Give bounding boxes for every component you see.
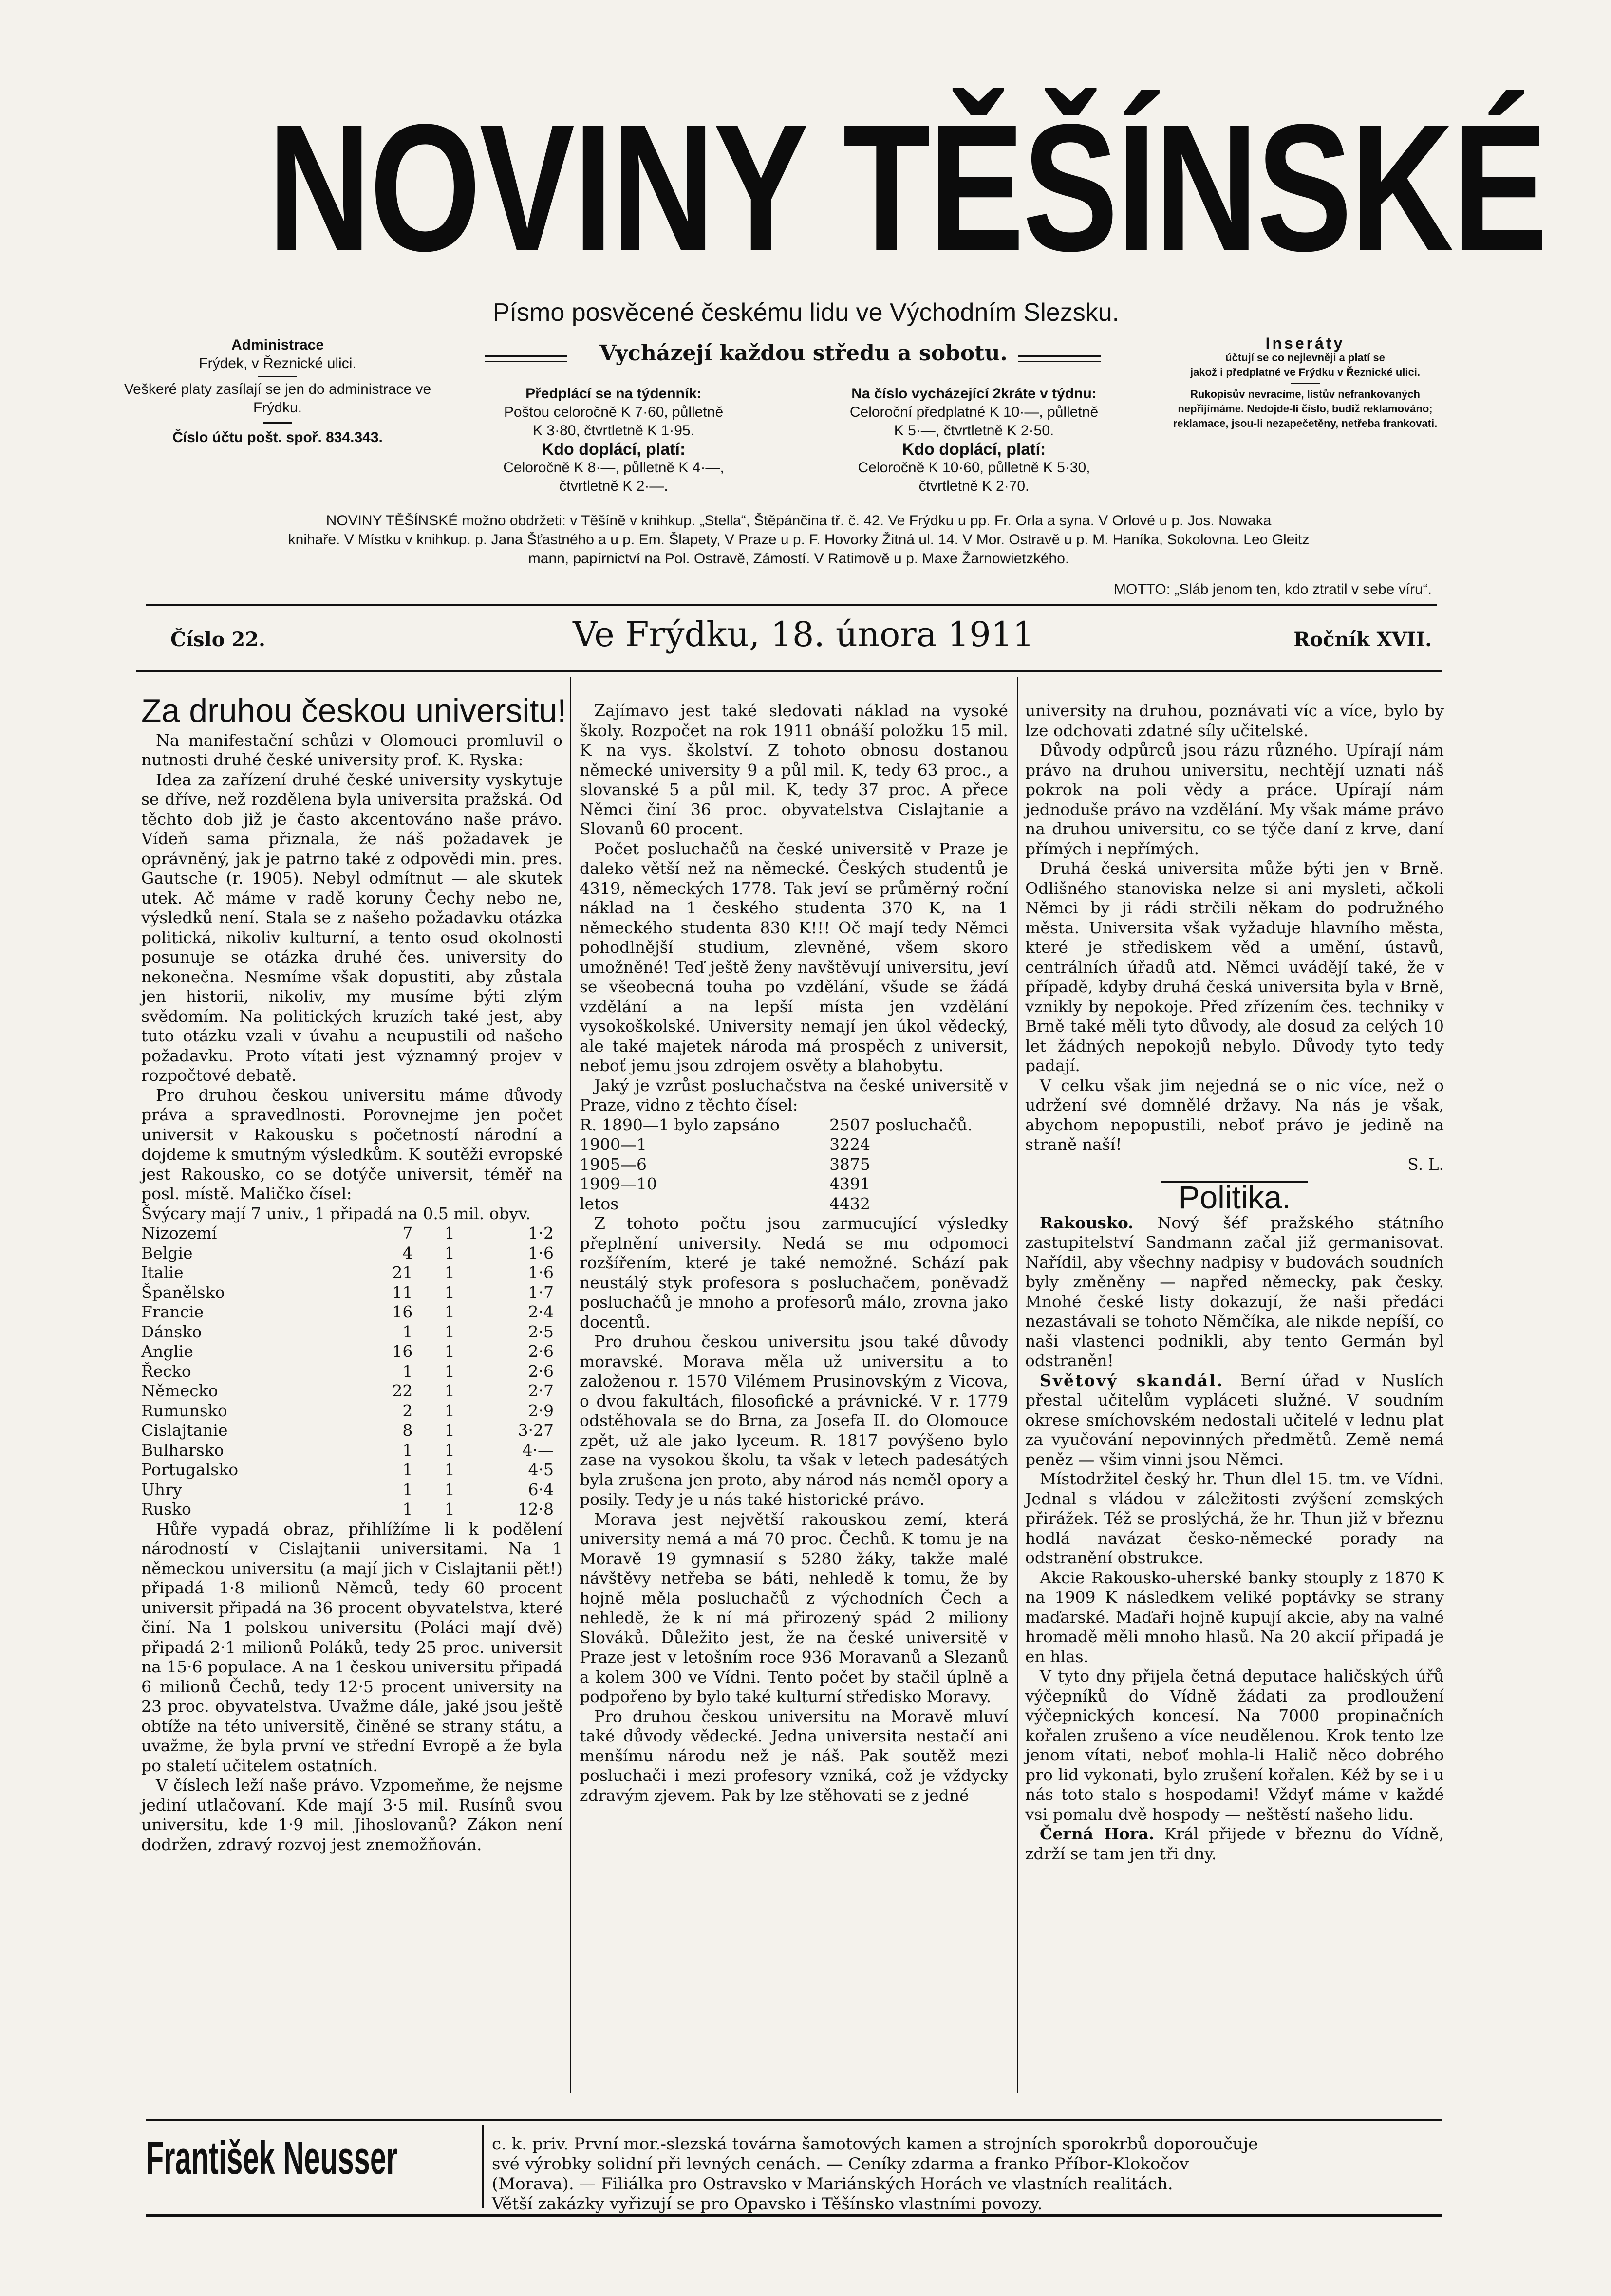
table-cell-country: Rumunsko bbox=[141, 1401, 227, 1420]
table-cell-u: 2 bbox=[402, 1401, 413, 1420]
table-cell-mil: 2·9 bbox=[528, 1401, 554, 1420]
article-paragraph: Jaký je vzrůst posluchačstva na české universitě v Praze, vidno z těchto čísel: bbox=[580, 1075, 1008, 1114]
table-cell-u: 21 bbox=[392, 1263, 413, 1282]
table-cell-country: Řecko bbox=[141, 1361, 191, 1381]
table-cell-country: Dánsko bbox=[141, 1322, 202, 1341]
issue-number: Číslo 22. bbox=[170, 628, 265, 651]
twice-heading: Na číslo vycházející 2kráte v týdnu: bbox=[851, 386, 1097, 402]
politika-headline: Politika. bbox=[1178, 1179, 1291, 1215]
table-cell-mil: 4·5 bbox=[528, 1460, 554, 1479]
article-paragraph: Morava jest největší rakouskou zemí, která university nemá a má 70 proc. Čechů. K tomu je na Moravě 19 gymnasií s 5280 žáky, takže malé návštěvy netřeba se báti, nehledě k tomu, že by hojně měla posluchačů z východních Čech a nehledě, že k ní má přirozený spád 2 miliony Slováků. Důležito jest, že na české universitě v Praze jest v letošním roce 936 Moravanů a Slezanů a kolem 300 ve Vídni. Tento počet by stačil úplně a podpořeno by bylo také kulturní středisko Moravy. bbox=[580, 1509, 1008, 1706]
advert-line2: své výrobky solidní při levných cenách. — Ceníky zdarma a franko Příbor-Klokočov bbox=[492, 2154, 1189, 2174]
article-paragraph: Zajímavo jest také sledovati náklad na vysoké školy. Rozpočet na rok 1911 obnáší položku 15 mil. K na vys. školství. Z tohoto obnosu dostanou německé university 9 a půl mil. K, tedy 63 proc., a slovanské 5 a půl mil. K, tedy 37 proc. A přece Němci činí 36 proc. obyvatelstva Cislajtanie a Slovanů 60 procent. bbox=[580, 701, 1008, 838]
rule-right bbox=[1018, 355, 1101, 362]
advert-text bbox=[492, 2134, 1437, 2214]
politika-paragraph bbox=[1025, 1371, 1444, 1470]
table-cell-u: 7 bbox=[402, 1223, 413, 1242]
table-cell-one: 1 bbox=[444, 1421, 455, 1440]
table-cell-country: Francie bbox=[141, 1302, 204, 1321]
distribution-line1: NOVINY TĚŠÍNSKÉ možno obdržeti: v Těšíně v knihkup. „Stella“, Štěpánčina tř. č. 42. Ve Frýdku u pp. Fr. Orla a syna. V Orlové u p. Jos. Nowaka bbox=[326, 513, 1272, 529]
table-cell-country: Bulharsko bbox=[141, 1440, 224, 1460]
table-row bbox=[580, 1155, 1008, 1175]
distribution-line3: mann, papírnictví na Pol. Ostravě, Zámostí. V Ratimově u p. Maxe Žarnowietzkého. bbox=[528, 551, 1069, 567]
table-cell-u: 1 bbox=[402, 1500, 413, 1518]
table-cell-one: 1 bbox=[444, 1322, 455, 1341]
table-cell-country: Belgie bbox=[141, 1243, 193, 1262]
article-paragraph: Počet posluchačů na české universitě v Praze je daleko větší než na německé. Českých studentů je 4319, německých 1778. Tak jeví se průměrný roční náklad na 1 českého studenta 370 K, na 1 německého studenta 830 K!!! Oč mají tedy Němci pohodlnější studium, zlevněné, všem skoro umožněné! Teď ještě ženy navštěvují universitu, jeví se všeobecná touha po vzdělání, všude se žádá vzdělání a na lepší místa jen vzdělání vysokoškolské. University nemají jen úkol vědecký, ale také majetek národa má prospěch z universit, neboť jemu jsou zdrojem osvěty a blahobytu. bbox=[580, 839, 1008, 1075]
table-row bbox=[141, 1401, 562, 1421]
growth-value: 4391 bbox=[829, 1174, 871, 1193]
table-cell-one: 1 bbox=[444, 1342, 455, 1361]
masthead-title: NOVINY TĚŠÍNSKÉ bbox=[267, 86, 1547, 289]
table-cell-u: 22 bbox=[392, 1381, 413, 1400]
administration-heading: Administrace bbox=[231, 337, 324, 353]
table-cell-u: 1 bbox=[402, 1440, 413, 1460]
subtitle: Písmo posvěcené českému lidu ve Východním Slezsku. bbox=[492, 298, 1120, 327]
twice-pickup-line2: čtvrtletně K 2·70. bbox=[918, 478, 1030, 494]
table-row bbox=[580, 1194, 1008, 1214]
table-cell-country: Španělsko bbox=[141, 1282, 225, 1302]
frequency-line: Vycházejí každou středu a sobotu. bbox=[599, 341, 1008, 366]
table-cell-one: 1 bbox=[444, 1480, 455, 1499]
ads-heading: Inseráty bbox=[1265, 334, 1345, 352]
table-cell-u: 1 bbox=[402, 1322, 413, 1341]
table-cell-one: 1 bbox=[444, 1282, 455, 1302]
article-paragraph: Důvody odpůrců jsou rázu různého. Upírají nám právo na druhou universitu, nechtějí uznati náš pokrok na poli vědy a práce. Upírají nám jednoduše právo na vzdělání. My však máme právo na druhou universitu, co se týče daní z krve, daní přímých i nepřímých. bbox=[1025, 741, 1444, 858]
column-1 bbox=[141, 692, 567, 1854]
growth-label: letos bbox=[580, 1194, 619, 1213]
article-paragraph: Z tohoto počtu jsou zarmucující výsledky přeplnění university. Nedá se mu odpomoci rozšířením, které je také nemožné. Schází pak neustálý styk profesora s posluchačem, poněvadž posluchačů je mnoho a profesorů málo, zrovna jako docentů. bbox=[580, 1214, 1008, 1332]
growth-label: R. 1890—1 bylo zapsáno bbox=[580, 1115, 780, 1134]
politika-text: Berní úřad v Nuslích přestal učitelům vypláceti služné. V soudním okrese smíchovském nedostali učitelé v lednu plat za vyučování nepovinných předmětů. Země nemá peněz — všim vinni jsou Němci. bbox=[1025, 1370, 1444, 1469]
subscription-twice bbox=[799, 385, 1149, 496]
growth-value: 3875 bbox=[829, 1154, 871, 1174]
table-cell-mil: 1·2 bbox=[528, 1223, 554, 1242]
column-2 bbox=[580, 701, 1008, 1805]
table-row bbox=[141, 1243, 562, 1263]
administration-address: Frýdek, v Řeznické ulici. bbox=[199, 355, 356, 371]
table-row bbox=[580, 1115, 1008, 1135]
weekly-heading: Předplácí se na týdenník: bbox=[525, 386, 702, 402]
table-cell-mil: 1·6 bbox=[528, 1263, 554, 1282]
politika-paragraph: V tyto dny přijela četná deputace haličských úřů výčepníků do Vídně žádati za prodloužení výčepnických koncesí. Na 7000 propinačních kořalen zrušeno a více neudělenou. Krok tento lze jenom vítati, neboť mohla-li Halič něco dobrého pro lid vykonati, bylo zrušení kořalen. Kéž by se i u nás toto stalo s hospodami! Vždyť máme v každé vsi pomalu dvě hospody — neštěstí našeho lidu. bbox=[1025, 1666, 1444, 1824]
dateline-rule bbox=[136, 670, 1442, 672]
ads-line1: účtují se co nejlevněji a platí se bbox=[1225, 352, 1385, 364]
table-cell-mil: 12·8 bbox=[518, 1500, 554, 1518]
politika-paragraph: Akcie Rakousko-uherské banky stouply z 1870 K na 1909 K následkem veliké poptávky se strany maďarské. Maďaři hojně kupují akcie, aby na valné hromadě měli mnoho hlasů. Na 20 akcií připadá je en hlas. bbox=[1025, 1568, 1444, 1666]
table-cell-one: 1 bbox=[444, 1223, 455, 1242]
table-row bbox=[580, 1174, 1008, 1194]
table-cell-mil: 2·7 bbox=[528, 1381, 554, 1400]
twice-line1: Celoroční předplatné K 10·—, půlletně bbox=[849, 404, 1099, 420]
article-signature: S. L. bbox=[1407, 1154, 1444, 1174]
table-row bbox=[141, 1283, 562, 1303]
table-cell-country: Anglie bbox=[141, 1342, 193, 1361]
table-cell-country: Portugalsko bbox=[141, 1460, 239, 1479]
dateline: Ve Frýdku, 18. února 1911 bbox=[573, 614, 1034, 654]
ad-top-rule bbox=[146, 2119, 1442, 2121]
growth-table bbox=[580, 1115, 1008, 1214]
table-cell-u: 1 bbox=[402, 1480, 413, 1499]
weekly-line1: Poštou celoročně K 7·60, půlletně bbox=[504, 404, 724, 420]
motto: MOTTO: „Sláb jenom ten, kdo ztratil v sebe víru“. bbox=[1114, 581, 1432, 597]
table-cell-one: 1 bbox=[444, 1401, 455, 1420]
article-headline: Za druhou českou universitu! bbox=[141, 692, 567, 729]
growth-value: 3224 bbox=[829, 1135, 871, 1154]
table-cell-u: 8 bbox=[402, 1421, 413, 1440]
table-cell-one: 1 bbox=[444, 1460, 455, 1479]
table-cell-one: 1 bbox=[444, 1500, 455, 1518]
table-row bbox=[580, 1135, 1008, 1155]
table-cell-country: Německo bbox=[141, 1381, 218, 1400]
article-paragraph: Pro druhou českou universitu máme důvody práva a spravedlnosti. Porovnejme jen počet universit v Rakousku s početností národní a dojdeme k smutným výsledkům. K soutěži evropské jest Rakousko, co se dotýče universit, téměř na posl. místě. Maličko čísel: bbox=[141, 1085, 562, 1203]
ad-divider bbox=[482, 2125, 484, 2208]
table-row bbox=[141, 1421, 562, 1441]
politika-paragraph bbox=[1025, 1824, 1444, 1864]
growth-value: 4432 bbox=[829, 1194, 871, 1213]
administration-fees: Veškeré platy zasílají se jen do administrace ve Frýdku. bbox=[124, 381, 431, 416]
table-row bbox=[141, 1322, 562, 1342]
table-cell-mil: 1·6 bbox=[528, 1243, 554, 1262]
article-paragraph: Idea za zařízení druhé české university vyskytuje se dříve, než rozdělena byla universita pražská. Od těchto dob již je často akcentováno naše právo. Vídeň sama přiznala, že náš požadavek je oprávněný, jak je patrno také z odpovědi min. pres. Gautsche (r. 1905). Nebyl odmítnut — ale skutek utek. Ač máme v radě koruny Čechy nebo ne, výsledků není. Stala se z našeho požadavku otázka politická, nikoliv kulturní, a tento osud okolnosti posunuje se otázka druhé čes. university do nekonečna. Nesmíme však dopustiti, aby zůstala jen historii, nikoliv, my musíme býti zlým svědomím. Na politických kruzích také jest, aby tuto otázku vzali v úvahu a neupustili od našeho požadavku. Proto vítati jest významný projev v rozpočtové debatě. bbox=[141, 770, 562, 1085]
politika-lead: Rakousko. bbox=[1040, 1213, 1134, 1232]
distribution-line2: knihaře. V Místku v knihkup. p. Jana Šťastného a u p. Em. Šlapety, V Praze u p. F. Hovorky Žitná ul. 14. V Mor. Ostravě u p. M. Haníka, Sokolovna. Leo Gleitz bbox=[288, 532, 1310, 548]
column-rule-2 bbox=[1017, 677, 1018, 2093]
twice-line2: K 5·—, čtvrtletně K 2·50. bbox=[894, 423, 1054, 439]
table-cell-mil: 3·27 bbox=[518, 1421, 554, 1440]
university-table bbox=[141, 1223, 562, 1519]
table-row bbox=[141, 1302, 562, 1322]
politika-lead: Černá Hora. bbox=[1040, 1824, 1155, 1843]
growth-value: 2507 posluchačů. bbox=[829, 1115, 973, 1134]
ads-line3: Rukopisův nevracíme, listův nefrankovaných nepřijímáme. Nedojde-li číslo, budiž reklamováno; reklamace, jsou-li nezapečetěny, netřeba frankovati. bbox=[1173, 388, 1438, 429]
table-cell-one: 1 bbox=[444, 1381, 455, 1400]
advert-company-name: František Neusser bbox=[146, 2132, 398, 2184]
advert-line1: c. k. priv. První mor.-slezská továrna šamotových kamen a strojních sporokrbů doporoučuje bbox=[492, 2134, 1258, 2154]
article-paragraph: V celku však jim nejedná se o nic více, než o udržení své domnělé državy. Na nás je však, abychom nepopustili, neboť právo je jedině na straně naší! bbox=[1025, 1075, 1444, 1154]
table-cell-mil: 2·6 bbox=[528, 1342, 554, 1361]
table-cell-u: 16 bbox=[392, 1302, 413, 1321]
subscription-weekly bbox=[448, 385, 779, 496]
article-paragraph: Pro druhou českou universitu na Moravě mluví také důvody vědecké. Jedna universita nestačí ani menšímu národu než je náš. Pak soutěž mezi posluchači i mezi profesory vzniká, což je vždycky zdravým zjevem. Pak by lze stěhovati se z jedné bbox=[580, 1706, 1008, 1805]
article-paragraph: Hůře vypadá obraz, přihlížíme li k podělení národností v Cislajtanii universitami. Na 1 německou universitu (a mají jich v Cislajtanii pět!) připadá 1·8 milionů Němců, tedy 60 procent universit připadá na 36 procent obyvatelstva, které činí. Na 1 polskou universitu (Poláci mají dvě) připadá 2·1 milionů Poláků, tedy 25 proc. universit na 15·6 populace. A na 1 českou universitu připadá 6 milionů Čechů, tedy 12·5 procent university na 23 proc. obyvatelstva. Uvažme dále, jaké jsou ještě obtíže na této universitě, činěné se strany státu, a uvažme, že byla první ve střední Evropě a že byla po staletí učitelem ostatních. bbox=[141, 1519, 562, 1775]
growth-label: 1905—6 bbox=[580, 1154, 647, 1174]
table-cell-one: 1 bbox=[444, 1243, 455, 1262]
table-row bbox=[141, 1460, 562, 1480]
table-cell-mil: 6·4 bbox=[528, 1480, 554, 1499]
table-row bbox=[141, 1480, 562, 1500]
header-rule bbox=[146, 604, 1437, 606]
table-row bbox=[141, 1223, 562, 1243]
table-cell-mil: 2·5 bbox=[528, 1322, 554, 1341]
article-paragraph: university na druhou, poznávati víc a více, bylo by lze odchovati zdatné síly učitelské. bbox=[1025, 701, 1444, 740]
table-cell-country: Rusko bbox=[141, 1500, 191, 1518]
table-cell-mil: 4·— bbox=[522, 1440, 554, 1460]
weekly-pickup-line1: Celoročně K 8·—, půlletně K 4·—, bbox=[503, 460, 724, 476]
table-row bbox=[141, 1441, 562, 1461]
table-cell-u: 11 bbox=[392, 1282, 413, 1302]
table-row bbox=[141, 1263, 562, 1283]
administration-block bbox=[122, 336, 433, 447]
politika-paragraph bbox=[1025, 1213, 1444, 1371]
weekly-pickup-line2: čtvrtletně K 2·—. bbox=[559, 478, 668, 494]
column-rule-1 bbox=[570, 677, 571, 2093]
table-cell-one: 1 bbox=[444, 1361, 455, 1381]
table-row bbox=[141, 1500, 562, 1519]
table-cell-u: 4 bbox=[402, 1243, 413, 1262]
divider bbox=[263, 422, 292, 424]
weekly-pickup-heading: Kdo doplácí, platí: bbox=[542, 440, 686, 459]
twice-pickup-line1: Celoročně K 10·60, půlletně K 5·30, bbox=[858, 460, 1090, 476]
account-number: Číslo účtu pošt. spoř. 834.343. bbox=[172, 429, 383, 445]
twice-pickup-heading: Kdo doplácí, platí: bbox=[902, 440, 1046, 459]
distribution-block bbox=[166, 511, 1432, 568]
ads-info bbox=[1169, 336, 1442, 431]
ad-bottom-rule bbox=[146, 2214, 1442, 2217]
divider bbox=[1291, 383, 1320, 384]
table-cell-country: Cislajtanie bbox=[141, 1421, 228, 1440]
politika-text: Nový šéf pražského státního zastupitelství Sandmann začal již germanisovat. Nařídil, aby všechny nadpisy v budovách soudních byly změněny — napřed německy, pak česky. Mnohé české listy dokazují, že naši předáci nezastávali se tohoto Němčíka, ale nikde nepíší, co naši vlastenci podnikli, aby tento Germán byl odstraněn! bbox=[1025, 1213, 1444, 1370]
advert-line4: Větší zakázky vyřizují se pro Opavsko i Těšínsko vlastními povozy. bbox=[492, 2194, 1043, 2214]
table-cell-country: Uhry bbox=[141, 1480, 182, 1499]
article-paragraph: V číslech leží naše právo. Vzpomeňme, že nejsme jediní utlačovaní. Kde mají 3·5 mil. Rusínů svou universitu, kde 1·9 mil. Jihoslovanů? Zákon není dodržen, zdravý rozvoj jest znemožňován. bbox=[141, 1776, 562, 1854]
table-cell-one: 1 bbox=[444, 1440, 455, 1460]
growth-label: 1909—10 bbox=[580, 1174, 657, 1193]
table-cell-country: Nizozemí bbox=[141, 1223, 217, 1242]
table-intro: Švýcary mají 7 univ., 1 připadá na 0.5 mil. obyv. bbox=[141, 1204, 531, 1223]
table-row bbox=[141, 1381, 562, 1401]
article-paragraph: Pro druhou českou universitu jsou také důvody moravské. Morava měla už universitu a to založenou r. 1570 Vilémem Prusinovským z Vicova, o dvou fakultách, filosofické a právnické. V r. 1779 odstěhovala se do Brna, za Josefa II. do Olomouce zpět, už ale jako lyceum. R. 1817 povýšeno bylo zase na vysokou školu, ta však v letech padesátých byla zrušena jen proto, aby národ nás neměl opory a posily. Tedy je u nás také historické právo. bbox=[580, 1332, 1008, 1509]
table-cell-one: 1 bbox=[444, 1263, 455, 1282]
table-cell-one: 1 bbox=[444, 1302, 455, 1321]
table-row bbox=[141, 1362, 562, 1382]
table-cell-mil: 1·7 bbox=[528, 1282, 554, 1302]
weekly-line2: K 3·80, čtvrtletně K 1·95. bbox=[533, 423, 694, 439]
ornament-divider bbox=[258, 376, 297, 377]
column-3 bbox=[1025, 701, 1444, 1864]
ads-line2: jakož i předplatné ve Frýdku v Řeznické ulici. bbox=[1190, 366, 1420, 378]
table-cell-u: 1 bbox=[402, 1460, 413, 1479]
table-cell-mil: 2·4 bbox=[528, 1302, 554, 1321]
politika-paragraph: Místodržitel český hr. Thun dlel 15. tm. ve Vídni. Jednal s vládou v záležitosti zvýšení zemských přirážek. Též se proslýchá, že hr. Thun již v březnu hodlá navázat česko-německé porady na odstranění obstrukce. bbox=[1025, 1469, 1444, 1567]
table-cell-mil: 2·6 bbox=[528, 1361, 554, 1381]
article-paragraph: Druhá česká universita může býti jen v Brně. Odlišného stanoviska nelze si ani mysleti, ačkoli Němci by ji rádi strčili někam do podružného města. Universita však vyžaduje hlavního města, které je střediskem věd a umění, ústavů, centrálních úřadů atd. Němci uvádějí také, že v případě, kdyby druhá česká universita byla v Brně, vznikly by nepokoje. Před zřízením čes. techniky v Brně také měli tyto důvody, ale dosud za celých 10 let žádných nepokojů nebylo. Důvody tyto tedy padají. bbox=[1025, 859, 1444, 1075]
table-cell-u: 16 bbox=[392, 1342, 413, 1361]
politika-text: Král přijede v březnu do Vídně, zdrží se tam jen tři dny. bbox=[1025, 1824, 1444, 1863]
table-row bbox=[141, 1342, 562, 1362]
table-cell-u: 1 bbox=[402, 1361, 413, 1381]
growth-label: 1900—1 bbox=[580, 1135, 647, 1154]
article-paragraph: Na manifestační schůzi v Olomouci promluvil o nutnosti druhé české university prof. K. Ryska: bbox=[141, 730, 562, 769]
advert-line3: (Morava). — Filiálka pro Ostravsko v Mariánských Horách ve vlastních realitách. bbox=[492, 2174, 1173, 2194]
politika-lead: Světový skandál. bbox=[1040, 1370, 1224, 1390]
table-cell-country: Italie bbox=[141, 1263, 184, 1282]
volume-number: Ročník XVII. bbox=[1293, 628, 1432, 651]
